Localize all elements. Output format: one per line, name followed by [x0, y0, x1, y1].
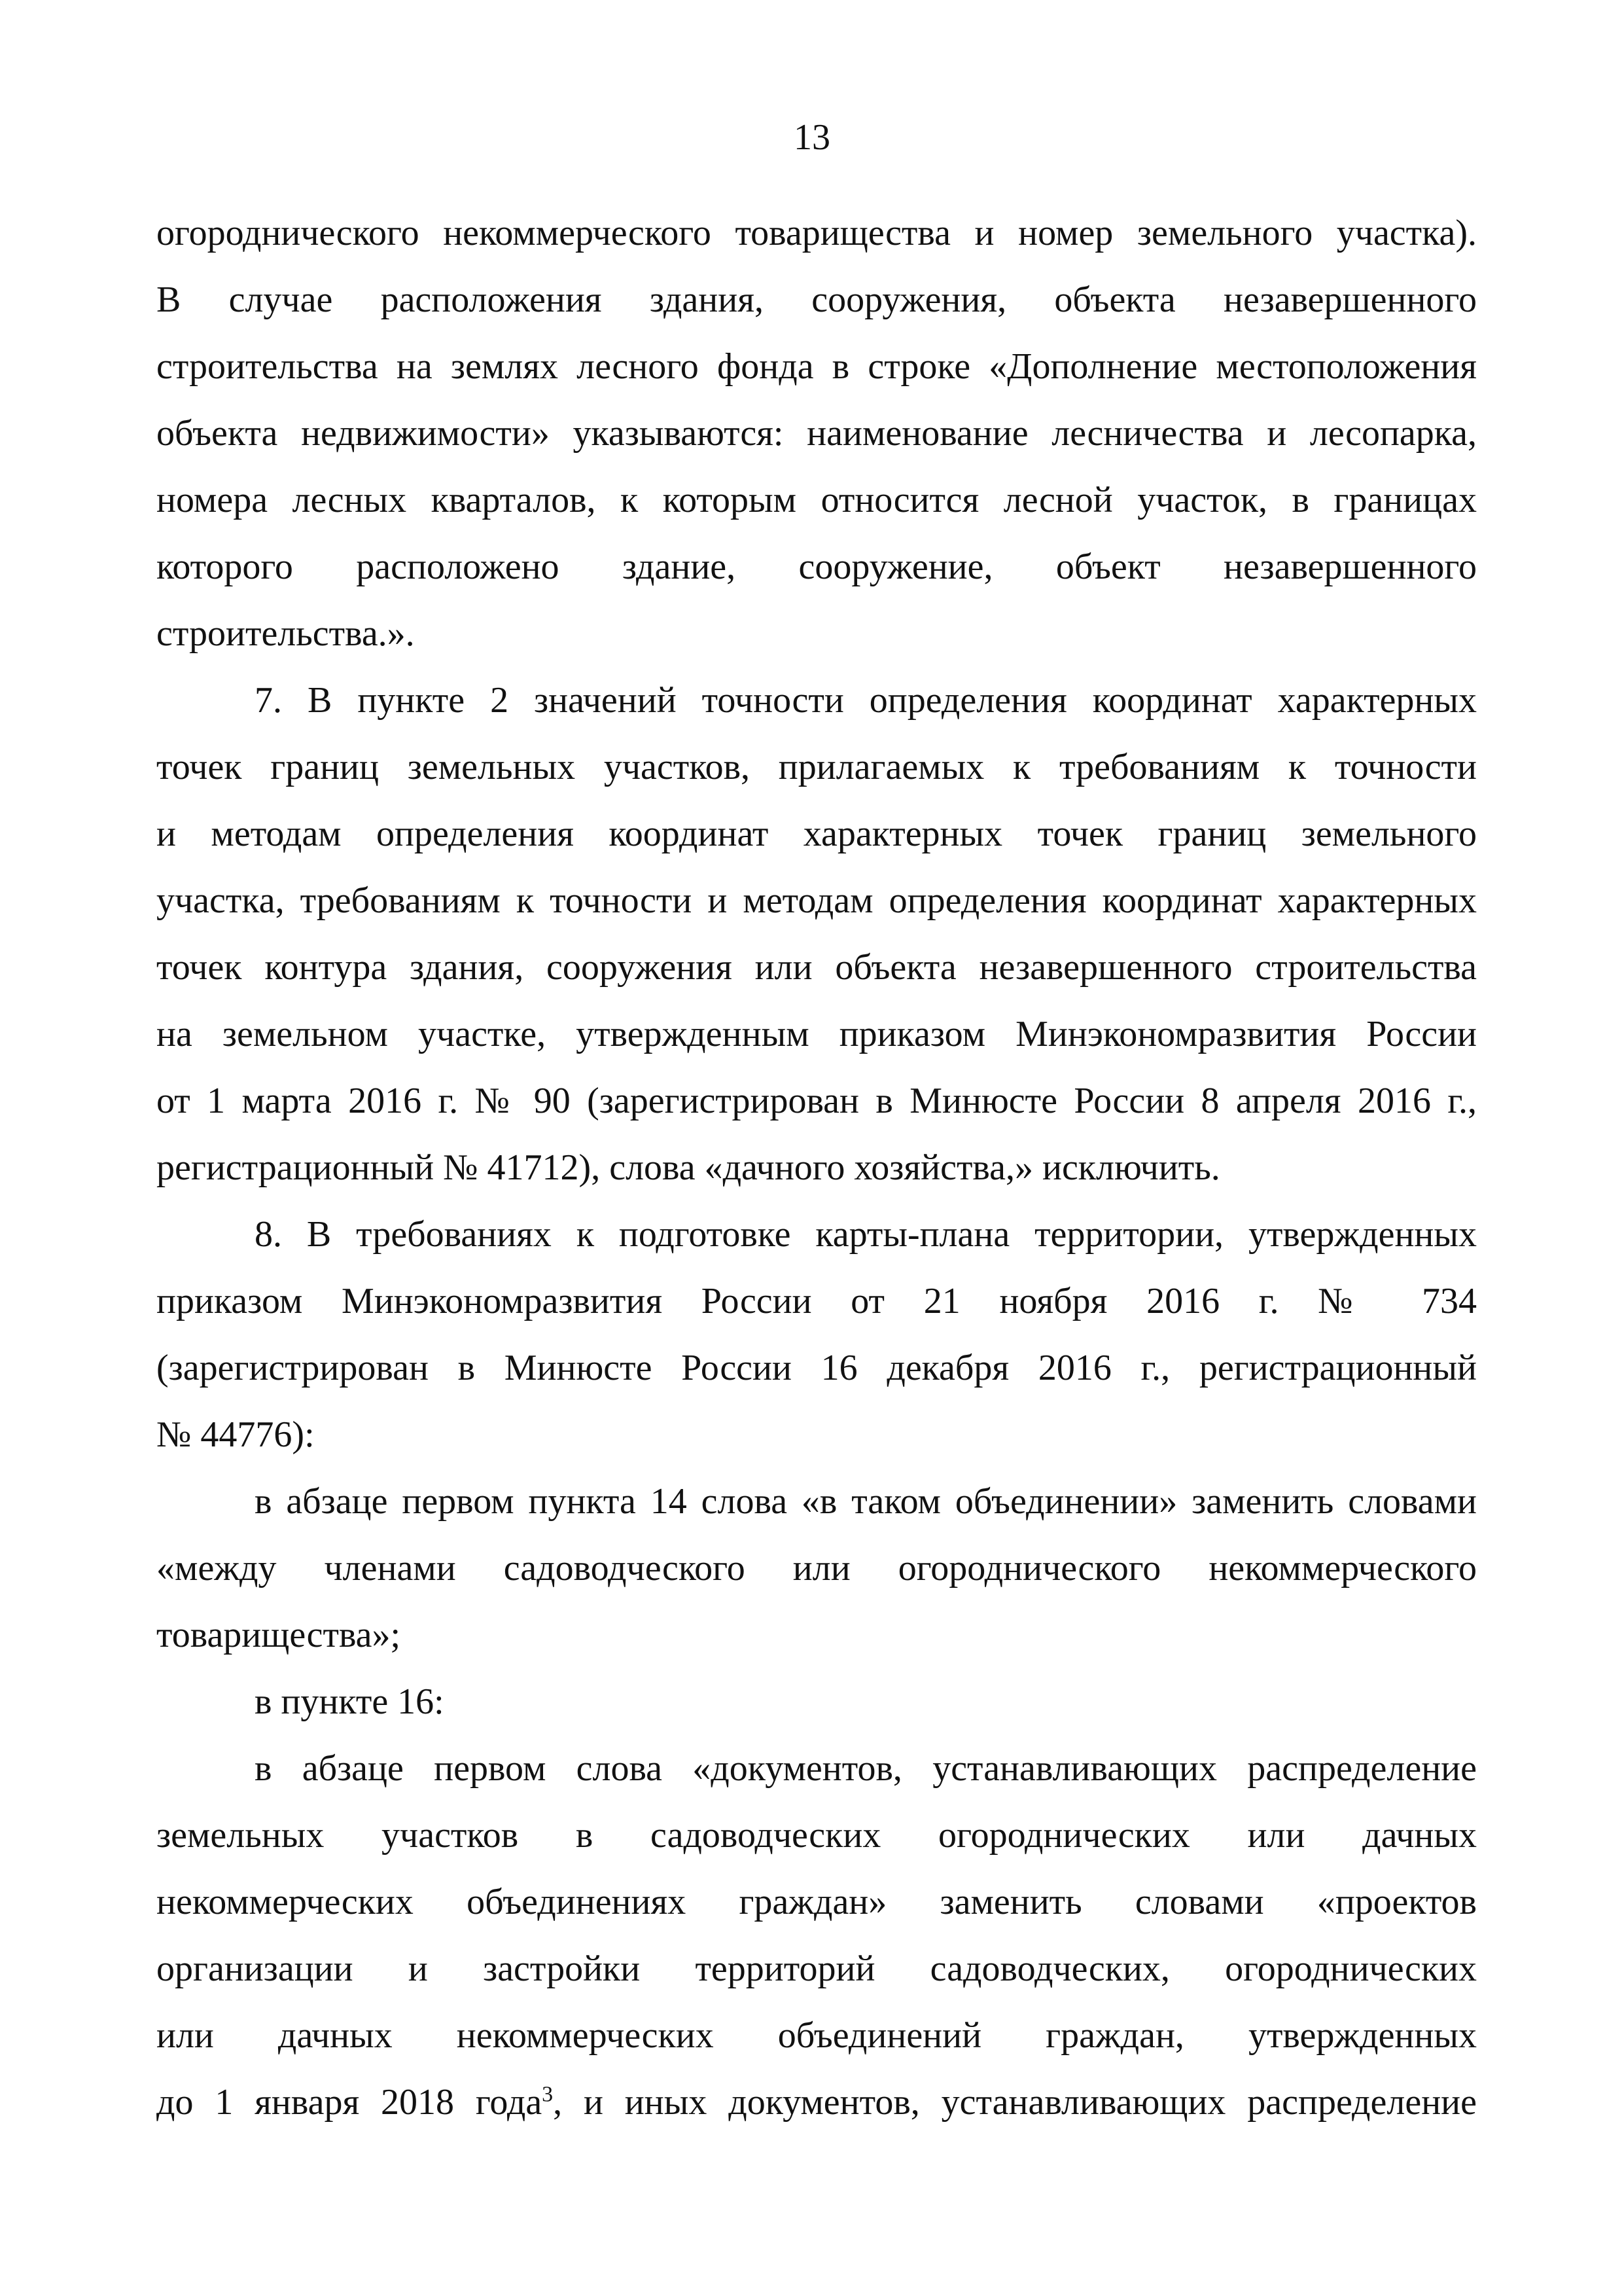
text-line: 8. В требованиях к подготовке карты-плана территории, утвержденных: [255, 1214, 1477, 1255]
paragraph-point-16: [156, 1668, 1477, 1735]
text-line: строительства.».: [156, 613, 415, 654]
text-line: № 44776):: [156, 1414, 315, 1455]
text-line: точек контура здания, сооружения или объекта незавершенного строительства: [156, 947, 1477, 988]
text-line: в пункте 16:: [255, 1681, 444, 1722]
text-line: приказом Минэкономразвития России от 21 ноября 2016 г. № 734: [156, 1281, 1477, 1321]
text-line: 7. В пункте 2 значений точности определения координат характерных: [255, 680, 1477, 721]
text-line: номера лесных кварталов, к которым относится лесной участок, в границах: [156, 480, 1477, 520]
text-line: на земельном участке, утвержденным приказом Минэкономразвития России: [156, 1014, 1477, 1054]
text-line-with-footnote: [156, 2069, 1477, 2136]
paragraph-item-8: [156, 1201, 1477, 1468]
text-line: в абзаце первом пункта 14 слова «в таком объединении» заменить словами: [255, 1481, 1477, 1522]
paragraph-first-abzac: [156, 1735, 1477, 2136]
text-line: участка, требованиям к точности и методам определения координат характерных: [156, 880, 1477, 921]
text-line: регистрационный № 41712), слова «дачного хозяйства,» исключить.: [156, 1147, 1220, 1188]
text-line: от 1 марта 2016 г. № 90 (зарегистрирован в Минюсте России 8 апреля 2016 г.,: [156, 1081, 1477, 1121]
text-line: которого расположено здание, сооружение, объект незавершенного: [156, 547, 1477, 587]
page-number: 13: [794, 117, 830, 158]
footnote-ref: 3: [542, 2082, 554, 2107]
text-line: (зарегистрирован в Минюсте России 16 декабря 2016 г., регистрационный: [156, 1348, 1477, 1388]
paragraph-continuation: [156, 200, 1477, 667]
document-body: [156, 200, 1477, 2136]
text-segment: до 1 января 2018 года: [156, 2082, 542, 2123]
text-line: и методам определения координат характерных точек границ земельного: [156, 814, 1477, 854]
text-line: товарищества»;: [156, 1615, 401, 1655]
text-line: «между членами садоводческого или огороднического некоммерческого: [156, 1548, 1477, 1588]
text-line: земельных участков в садоводческих огороднических или дачных: [156, 1815, 1477, 1856]
text-segment: , и иных документов, устанавливающих распределение: [553, 2082, 1477, 2123]
text-line: организации и застройки территорий садоводческих, огороднических: [156, 1948, 1477, 1989]
text-line: строительства на землях лесного фонда в строке «Дополнение местоположения: [156, 346, 1477, 387]
text-line: В случае расположения здания, сооружения, объекта незавершенного: [156, 279, 1477, 320]
text-line: или дачных некоммерческих объединений граждан, утвержденных: [156, 2015, 1477, 2056]
text-line: некоммерческих объединениях граждан» заменить словами «проектов: [156, 1882, 1477, 1922]
paragraph-point-14: [156, 1468, 1477, 1668]
text-line: в абзаце первом слова «документов, устанавливающих распределение: [255, 1748, 1477, 1789]
paragraph-item-7: [156, 667, 1477, 1201]
text-line: огороднического некоммерческого товарищества и номер земельного участка).: [156, 213, 1477, 253]
text-line: объекта недвижимости» указываются: наименование лесничества и лесопарка,: [156, 413, 1477, 454]
text-line: точек границ земельных участков, прилагаемых к требованиям к точности: [156, 747, 1477, 787]
